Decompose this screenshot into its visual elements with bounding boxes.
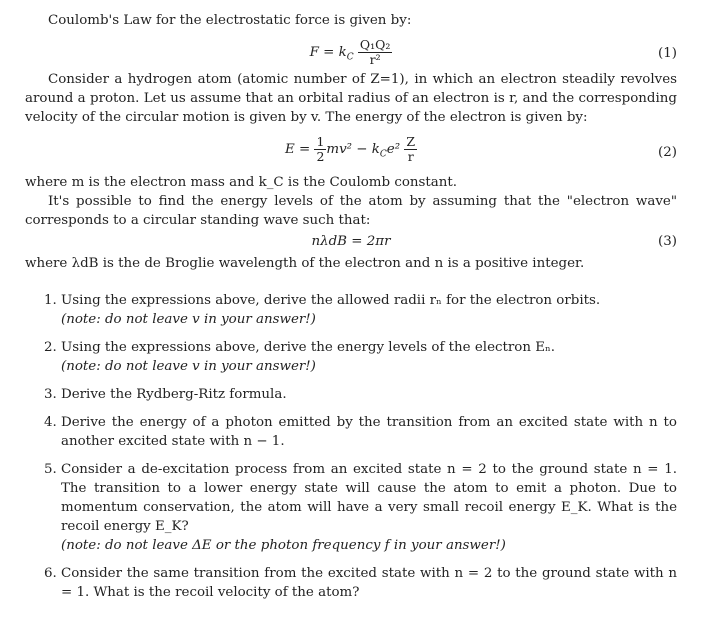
question-3-text: Derive the Rydberg-Ritz formula. bbox=[61, 387, 287, 402]
list-item bbox=[61, 413, 677, 451]
hydrogen-paragraph: Consider a hydrogen atom (atomic number of Z=1), in which an electron steadily revolves around a proton. Let us assume that an orbital radius of an electron is r, and the corresponding velocity of the circular motion is given by v. The energy of the electron is given by: bbox=[25, 72, 677, 125]
question-6-text: Consider the same transition from the excited state with n = 2 to the ground state with n = 1. What is the recoil velocity of the atom? bbox=[61, 566, 677, 600]
list-item bbox=[61, 338, 677, 376]
eq1-numerator: Q₁Q₂ bbox=[359, 37, 391, 52]
eq3-expression: nλdB = 2πr bbox=[311, 234, 391, 249]
list-item bbox=[61, 385, 677, 404]
intro-text: Coulomb's Law for the electrostatic force is given by: bbox=[48, 13, 412, 28]
eq1-lhs: F = k bbox=[309, 45, 347, 60]
equation-3 bbox=[25, 230, 677, 252]
de-broglie-paragraph: where λdB is the de Broglie wavelength of the electron and n is a positive integer. bbox=[25, 256, 585, 271]
eq2-lhs: E = bbox=[284, 142, 311, 157]
eq2-fraction-half bbox=[314, 135, 326, 164]
standing-wave-paragraph: It's possible to find the energy levels of the atom by assuming that the "electron wave" corresponds to a circular standing wave such that: bbox=[25, 194, 677, 228]
document-page bbox=[25, 11, 677, 602]
question-1-text: Using the expressions above, derive the allowed radii rₙ for the electron orbits. bbox=[61, 293, 601, 308]
eq2-half-denominator: 2 bbox=[316, 149, 325, 164]
eq1-sub: C bbox=[346, 52, 354, 63]
question-1-note: (note: do not leave v in your answer!) bbox=[61, 312, 316, 327]
list-item bbox=[61, 291, 677, 329]
eq2-fraction-zr bbox=[404, 135, 417, 164]
eq3-tag: (3) bbox=[658, 234, 677, 249]
question-2-text: Using the expressions above, derive the energy levels of the electron Eₙ. bbox=[61, 340, 556, 355]
eq2-sub: C bbox=[379, 149, 387, 160]
equation-1 bbox=[25, 36, 677, 66]
electron-mass-paragraph: where m is the electron mass and k_C is the Coulomb constant. bbox=[25, 175, 458, 190]
question-5-text: Consider a de-excitation process from an excited state n = 2 to the ground state n = 1. The transition to a lower energy state will cause the atom to emit a photon. Due to momentum conservation, the atom will have a very small recoil energy E_K. What is the recoil energy E_K? bbox=[61, 462, 677, 534]
eq2-middle-2: e² bbox=[386, 142, 401, 157]
eq1-denominator: r² bbox=[369, 52, 381, 67]
equation-2 bbox=[25, 133, 677, 171]
question-5-note: (note: do not leave ΔE or the photon frequency f in your answer!) bbox=[61, 538, 506, 553]
list-item bbox=[61, 564, 677, 602]
eq1-tag: (1) bbox=[658, 46, 677, 61]
eq2-half-numerator: 1 bbox=[316, 134, 325, 149]
eq2-middle: mv² − k bbox=[326, 142, 380, 157]
question-2-note: (note: do not leave v in your answer!) bbox=[61, 359, 316, 374]
eq1-fraction bbox=[358, 38, 393, 67]
eq2-r-denominator: r bbox=[407, 149, 414, 164]
question-4-text: Derive the energy of a photon emitted by the transition from an excited state with n to another excited state with n − 1. bbox=[61, 415, 677, 449]
list-item bbox=[61, 460, 677, 555]
question-list bbox=[25, 291, 677, 602]
eq2-tag: (2) bbox=[658, 145, 677, 160]
eq2-z-numerator: Z bbox=[406, 134, 416, 149]
